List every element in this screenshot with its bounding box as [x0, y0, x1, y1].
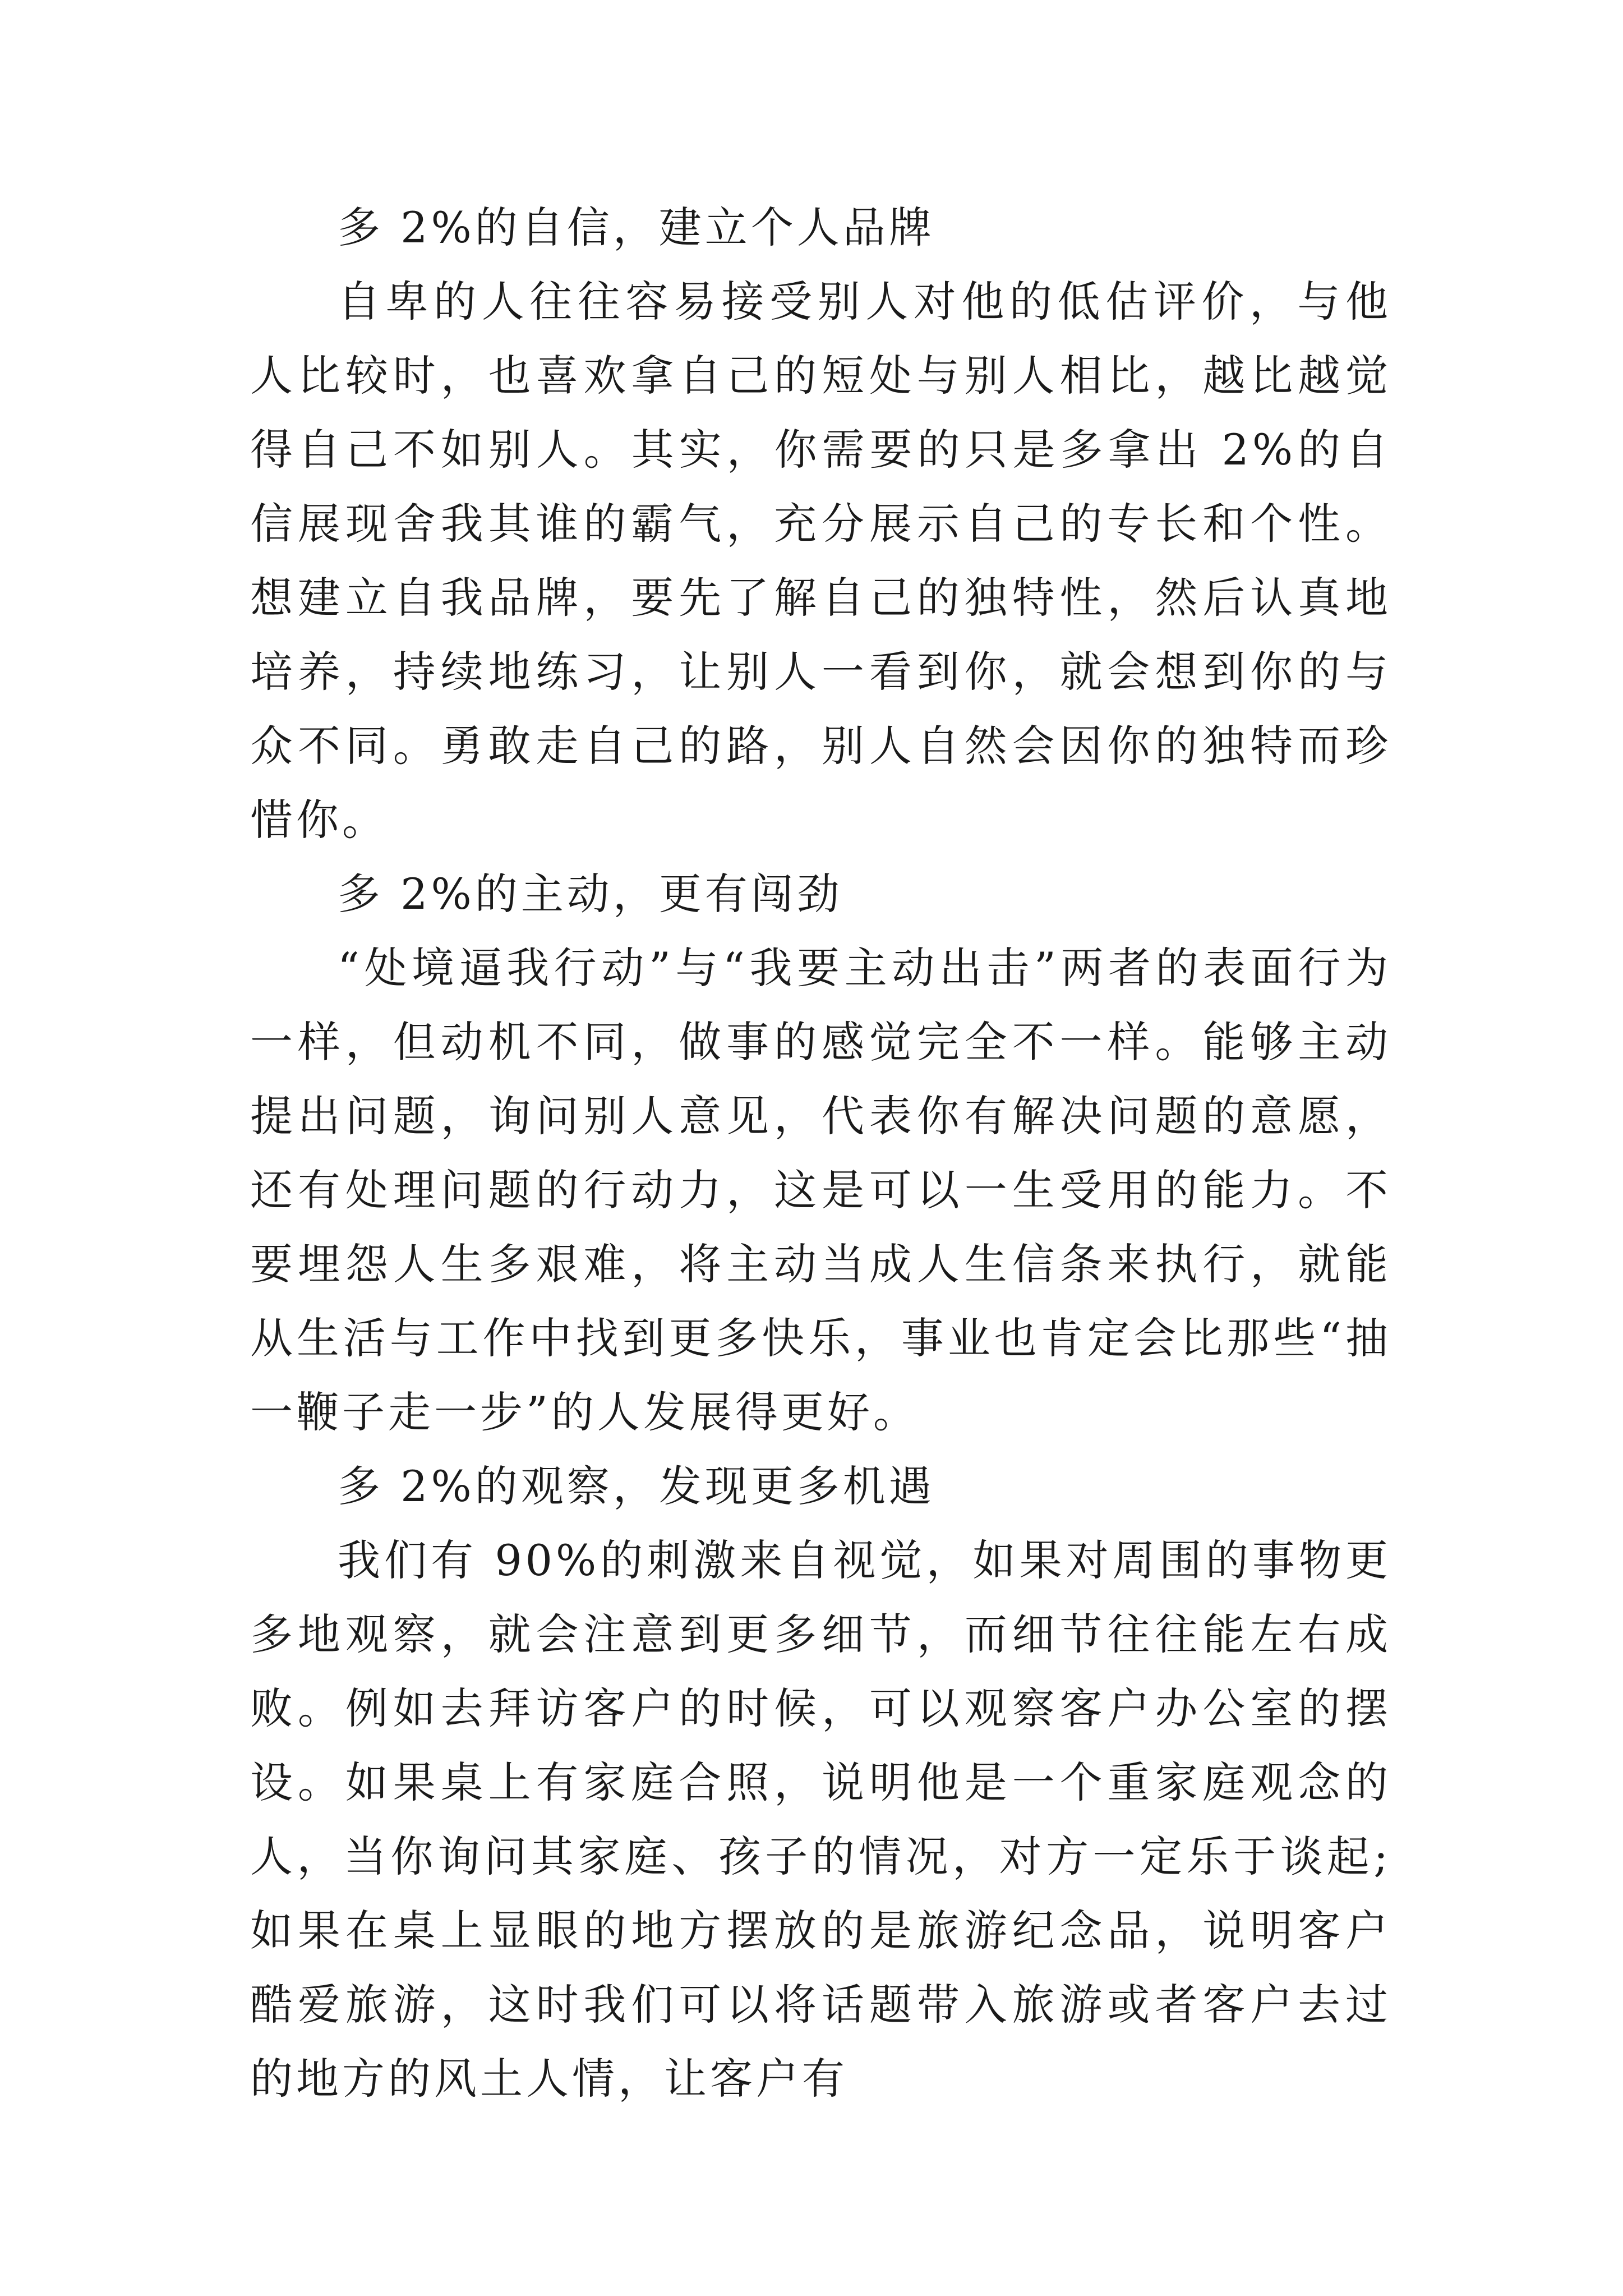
section-paragraph-confidence: 自卑的人往往容易接受别人对他的低估评价，与他人比较时，也喜欢拿自己的短处与别人相比，越比越觉得自己不如别人。其实，你需要的只是多拿出 2%的自信展现舍我其谁的霸气，充分展示自己的专长和个性。想建立自我品牌，要先了解自己的独特性，然后认真地培养，持续地练习，让别人一看到你，就会想到你的与众不同。勇敢走自己的路，别人自然会因你的独特而珍惜你。 [250, 277, 1391, 845]
section-heading-observation: 多 2%的观察，发现更多机遇 [338, 1461, 935, 1511]
section-heading-confidence: 多 2%的自信，建立个人品牌 [338, 203, 935, 252]
section-paragraph-observation: 我们有 90%的刺激来自视觉，如果对周围的事物更多地观察，就会注意到更多细节，而细节往往能左右成败。例如去拜访客户的时候，可以观察客户办公室的摆设。如果桌上有家庭合照，说明他是一个重家庭观念的人，当你询问其家庭、孩子的情况，对方一定乐于谈起;如果在桌上显眼的地方摆放的是旅游纪念品，说明客户酷爱旅游，这时我们可以将话题带入旅游或者客户去过的地方的风土人情，让客户有 [250, 1535, 1391, 2104]
section-heading-initiative: 多 2%的主动，更有闯劲 [338, 869, 843, 919]
document-body [250, 191, 1391, 2116]
section-paragraph-initiative: “处境逼我行动”与“我要主动出击”两者的表面行为一样，但动机不同，做事的感觉完全不一样。能够主动提出问题，询问别人意见，代表你有解决问题的意愿，还有处理问题的行动力，这是可以一生受用的能力。不要埋怨人生多艰难，将主动当成人生信条来执行，就能从生活与工作中找到更多快乐，事业也肯定会比那些“抽一鞭子走一步”的人发展得更好。 [250, 943, 1391, 1437]
